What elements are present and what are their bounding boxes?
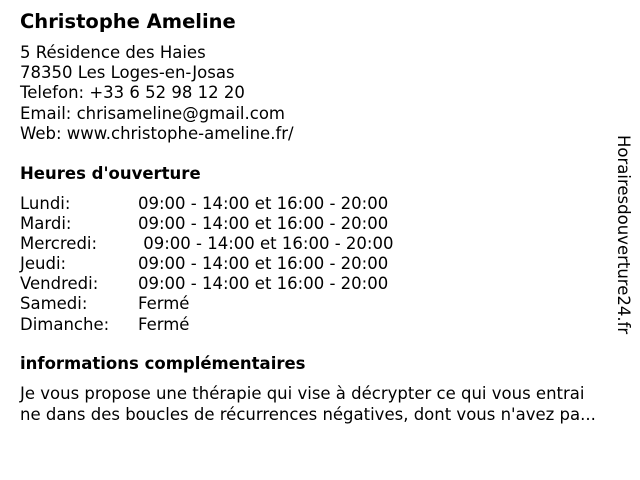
address-line-2: 78350 Les Loges-en-Josas — [20, 63, 235, 83]
day-label: Vendredi: — [20, 274, 99, 294]
site-watermark: Horairesdouverture24.fr — [614, 135, 633, 335]
web-text: Web: www.christophe-ameline.fr/ — [20, 123, 294, 143]
additional-info-heading: informations complémentaires — [20, 354, 306, 373]
time-value: 09:00 - 14:00 et 16:00 - 20:00 — [138, 254, 389, 274]
time-value: Fermé — [138, 314, 190, 334]
day-label: Lundi: — [20, 194, 71, 213]
description-line-1: Je vous propose une thérapie qui vise à décrypter ce qui vous entrai — [20, 384, 585, 403]
time-value: 09:00 - 14:00 et 16:00 - 20:00 — [138, 234, 394, 254]
opening-hours-heading: Heures d'ouverture — [20, 164, 201, 183]
business-name: Christophe Ameline — [20, 10, 236, 33]
day-label: Mercredi: — [20, 234, 98, 254]
day-label: Samedi: — [20, 294, 88, 314]
day-label: Mardi: — [20, 214, 72, 234]
day-label: Dimanche: — [20, 314, 110, 334]
phone-text: Telefon: +33 6 52 98 12 20 — [20, 83, 245, 103]
description-line-2: ne dans des boucles de récurrences négatives, dont vous n'avez pa... — [20, 405, 596, 424]
contact-block — [20, 43, 294, 144]
time-value: 09:00 - 14:00 et 16:00 - 20:00 — [138, 214, 389, 234]
time-value: 09:00 - 14:00 et 16:00 - 20:00 — [138, 274, 389, 294]
additional-info-text — [20, 383, 596, 425]
email-text: Email: chrisameline@gmail.com — [20, 103, 285, 123]
address-line-1: 5 Résidence des Haies — [20, 43, 206, 62]
time-value: 09:00 - 14:00 et 16:00 - 20:00 — [138, 194, 389, 213]
time-value: Fermé — [138, 294, 190, 314]
day-label: Jeudi: — [20, 254, 67, 274]
